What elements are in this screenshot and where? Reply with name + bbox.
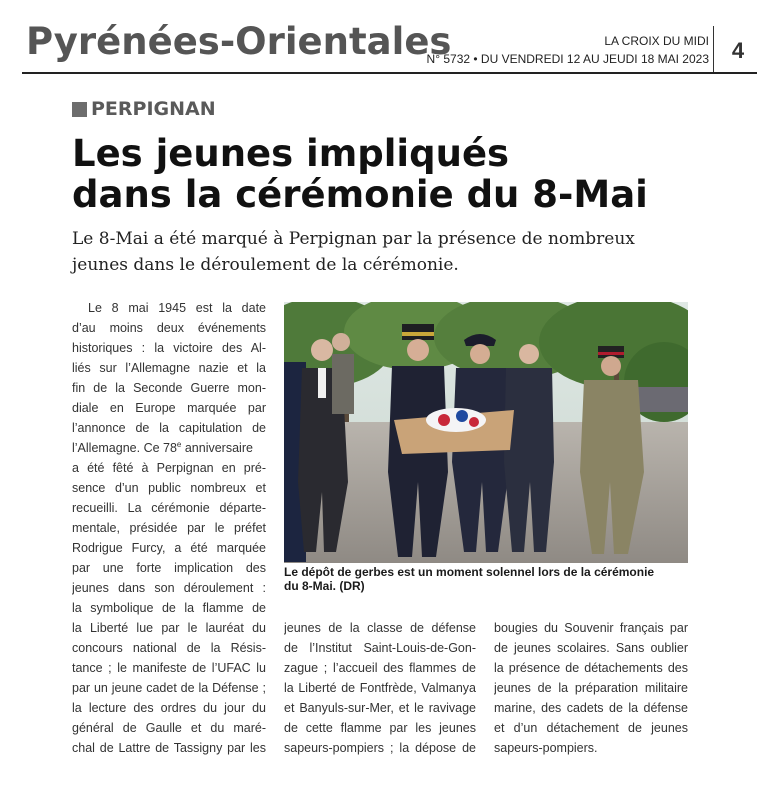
body-fragment: anniversaire: [181, 441, 253, 455]
issue-info: N° 5732 • DU VENDREDI 12 AU JEUDI 18 MAI 2023: [426, 52, 709, 66]
body-line: jeunes de la préparation militaire: [494, 681, 688, 695]
body-line: fin de la Seconde Guerre mon-: [72, 381, 266, 395]
kicker-square-icon: [72, 102, 87, 117]
body-line: chal de Lattre de Tassigny par les: [72, 741, 266, 755]
body-line: sapeurs-pompiers.: [494, 741, 598, 755]
body-line: Le 8 mai 1945 est la date: [88, 301, 266, 315]
body-column-3: [494, 618, 688, 758]
page-number: 4: [731, 38, 745, 63]
standfirst-line: Le 8-Mai a été marqué à Perpignan par la présence de nombreux: [72, 229, 635, 249]
headline-line: Les jeunes impliqués: [72, 132, 510, 175]
body-line: de cette flamme par les jeunes: [284, 721, 476, 735]
kicker-label: PERPIGNAN: [91, 98, 216, 120]
body-line: d’au moins deux événements: [72, 321, 266, 335]
section-title: Pyrénées-Orientales: [26, 20, 452, 63]
body-line: historiques : la victoire des Al-: [72, 341, 266, 355]
body-line: la symbolique de la flamme de: [72, 601, 266, 615]
body-line: [72, 438, 266, 458]
body-line: de jeunes scolaires. Sans oublier: [494, 641, 688, 655]
body-line: la Liberté lue par le lauréat du: [72, 621, 266, 635]
body-line: marine, des cadets de la défense: [494, 701, 688, 715]
body-line: la lecture des ordres du jour du: [72, 701, 266, 715]
body-line: et d’un détachement de jeunes: [494, 721, 688, 735]
body-fragment: l’Allemagne. Ce 78: [72, 441, 177, 455]
body-line: de l’Institut Saint-Louis-de-Gon-: [284, 641, 476, 655]
body-line: l’annonce de la capitulation de: [72, 421, 266, 435]
body-line: sapeurs-pompiers ; la dépose de: [284, 741, 476, 755]
headline: [72, 133, 712, 215]
body-line: la Liberté de Fontfrède, Valmanya: [284, 681, 476, 695]
body-line: concours national de la Résis-: [72, 641, 266, 655]
photo-caption: [284, 565, 694, 593]
newspaper-name: LA CROIX DU MIDI: [604, 34, 709, 48]
caption-line: du 8-Mai. (DR): [284, 579, 365, 593]
body-line: Rodrigue Furcy, a été marquée: [72, 541, 266, 555]
body-line: diale en Europe marquée par: [72, 401, 266, 415]
body-line: jeunes dans son déroulement :: [72, 581, 266, 595]
body-line: jeunes de la classe de défense: [284, 621, 476, 635]
body-line: par un jeune cadet de la Défense ;: [72, 681, 266, 695]
kicker: [72, 98, 216, 120]
body-line: a été fêté à Perpignan en pré-: [72, 461, 266, 475]
body-column-1: [72, 298, 266, 758]
body-line: bougies du Souvenir français par: [494, 621, 688, 635]
headline-line: dans la cérémonie du 8-Mai: [72, 173, 648, 216]
ordinal-suffix: e: [176, 439, 182, 449]
standfirst: [72, 226, 712, 278]
caption-line: Le dépôt de gerbes est un moment solennel lors de la cérémonie: [284, 565, 655, 579]
ceremony-photo: [284, 302, 688, 563]
body-line: sence d’un public nombreux et: [72, 481, 266, 495]
standfirst-line: jeunes dans le déroulement de la cérémonie.: [72, 255, 459, 275]
body-line: par une forte implication des: [72, 561, 266, 575]
body-line: zague ; l’accueil des flammes de: [284, 661, 476, 675]
body-line: mentale, présidée par le préfet: [72, 521, 266, 535]
body-column-2: [284, 618, 476, 758]
body-line: liés sur l’Allemagne nazie et la: [72, 361, 266, 375]
body-line: tance ; le manifeste de l’UFAC lu: [72, 661, 266, 675]
body-line: et Banyuls-sur-Mer, et le ravivage: [284, 701, 476, 715]
body-line: la présence de détachements des: [494, 661, 688, 675]
body-line: recueilli. La cérémonie départe-: [72, 501, 266, 515]
body-line: général de Gaulle et du maré-: [72, 721, 266, 735]
header-rule: [22, 72, 757, 74]
header-separator: [713, 26, 714, 72]
